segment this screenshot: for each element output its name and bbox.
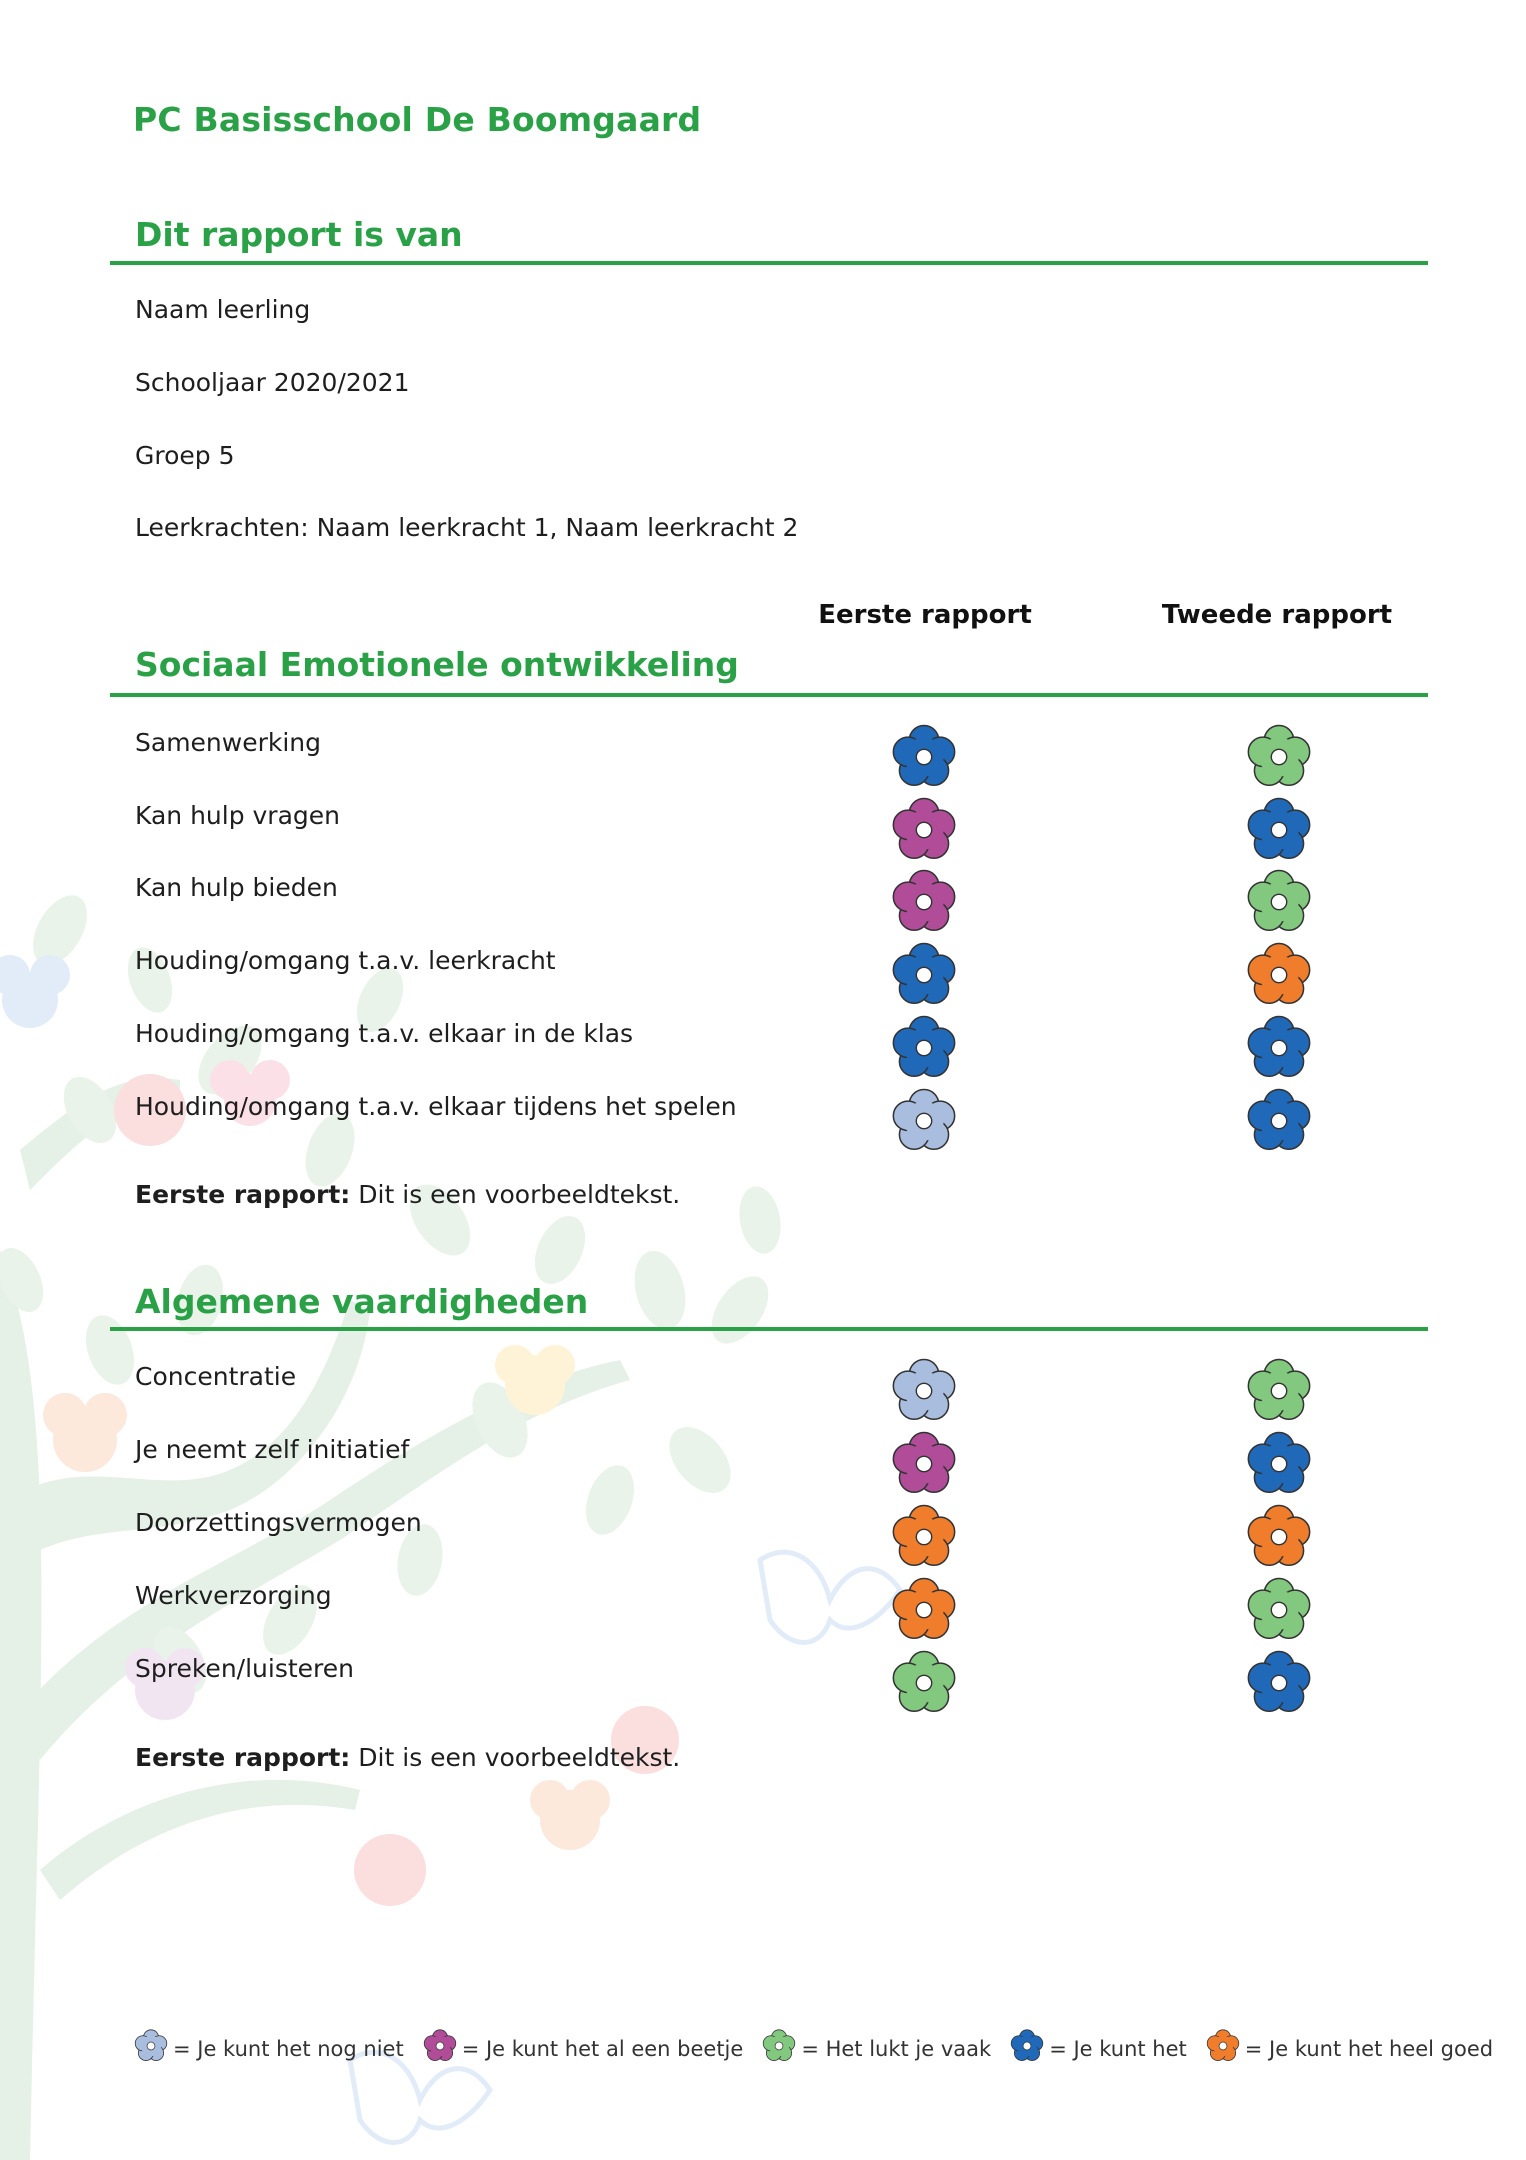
legend-label: = Het lukt je vaak (801, 2036, 992, 2061)
legend-label: = Je kunt het al een beetje (461, 2036, 744, 2061)
row-label: Doorzettingsvermogen (135, 1508, 422, 1537)
rating-flower-icon (1244, 940, 1314, 1010)
rating-flower-icon (1244, 1429, 1314, 1499)
legend-label: = Je kunt het heel goed (1244, 2036, 1494, 2061)
section-title-sociaal: Sociaal Emotionele ontwikkeling (135, 645, 739, 684)
row-label: Houding/omgang t.a.v. leerkracht (135, 946, 556, 975)
legend-item (422, 2028, 744, 2069)
section-divider (110, 1327, 1428, 1331)
row-label: Spreken/luisteren (135, 1654, 354, 1683)
rating-flower-icon (1244, 1086, 1314, 1156)
section-divider (110, 693, 1428, 697)
rating-flower-icon (1244, 1013, 1314, 1083)
legend-item (1205, 2028, 1493, 2069)
comment-text: Dit is een voorbeeldtekst. (358, 1180, 681, 1209)
rating-flower-icon (1244, 1575, 1314, 1645)
legend-item (761, 2028, 991, 2069)
rating-flower-icon (889, 867, 959, 937)
comment (135, 1743, 680, 1772)
row-label: Kan hulp vragen (135, 801, 341, 830)
legend-label: = Je kunt het (1049, 2036, 1187, 2061)
section-title-algemeen: Algemene vaardigheden (135, 1282, 589, 1321)
row-label: Houding/omgang t.a.v. elkaar in de klas (135, 1019, 634, 1048)
flower-icon (422, 2028, 462, 2069)
rating-flower-icon (889, 1356, 959, 1426)
rating-flower-icon (889, 1648, 959, 1718)
rating-flower-icon (1244, 1648, 1314, 1718)
rating-flower-icon (889, 1086, 959, 1156)
legend-item (1009, 2028, 1187, 2069)
teachers: Leerkrachten: Naam leerkracht 1, Naam leerkracht 2 (135, 513, 799, 542)
flower-icon (1009, 2028, 1049, 2069)
comment-label: Eerste rapport: (135, 1743, 351, 1772)
row-label: Je neemt zelf initiatief (135, 1435, 410, 1464)
rating-flower-icon (889, 940, 959, 1010)
comment (135, 1180, 680, 1209)
info-section-title: Dit rapport is van (135, 215, 463, 254)
row-label: Kan hulp bieden (135, 873, 338, 902)
rating-flower-icon (1244, 795, 1314, 865)
flower-icon (1205, 2028, 1245, 2069)
row-label: Houding/omgang t.a.v. elkaar tijdens het spelen (135, 1092, 737, 1121)
row-label: Samenwerking (135, 728, 322, 757)
school-year: Schooljaar 2020/2021 (135, 368, 410, 397)
row-label: Concentratie (135, 1362, 297, 1391)
school-name: PC Basisschool De Boomgaard (133, 100, 702, 139)
legend-item (133, 2028, 404, 2069)
rating-flower-icon (1244, 1356, 1314, 1426)
row-label: Werkverzorging (135, 1581, 332, 1610)
rating-flower-icon (1244, 867, 1314, 937)
flower-icon (133, 2028, 173, 2069)
comment-label: Eerste rapport: (135, 1180, 351, 1209)
student-name: Naam leerling (135, 295, 311, 324)
rating-flower-icon (889, 795, 959, 865)
rating-flower-icon (889, 1502, 959, 1572)
rating-flower-icon (889, 722, 959, 792)
rating-flower-icon (889, 1013, 959, 1083)
comment-text: Dit is een voorbeeldtekst. (358, 1743, 681, 1772)
group: Groep 5 (135, 441, 235, 470)
rating-flower-icon (1244, 722, 1314, 792)
section-divider (110, 261, 1428, 265)
flower-icon (761, 2028, 801, 2069)
legend-label: = Je kunt het nog niet (173, 2036, 404, 2061)
rating-flower-icon (889, 1429, 959, 1499)
column-header-second: Tweede rapport (1161, 600, 1393, 630)
rating-flower-icon (1244, 1502, 1314, 1572)
rating-flower-icon (889, 1575, 959, 1645)
rating-legend (133, 2028, 1511, 2069)
column-header-first: Eerste rapport (818, 600, 1032, 630)
